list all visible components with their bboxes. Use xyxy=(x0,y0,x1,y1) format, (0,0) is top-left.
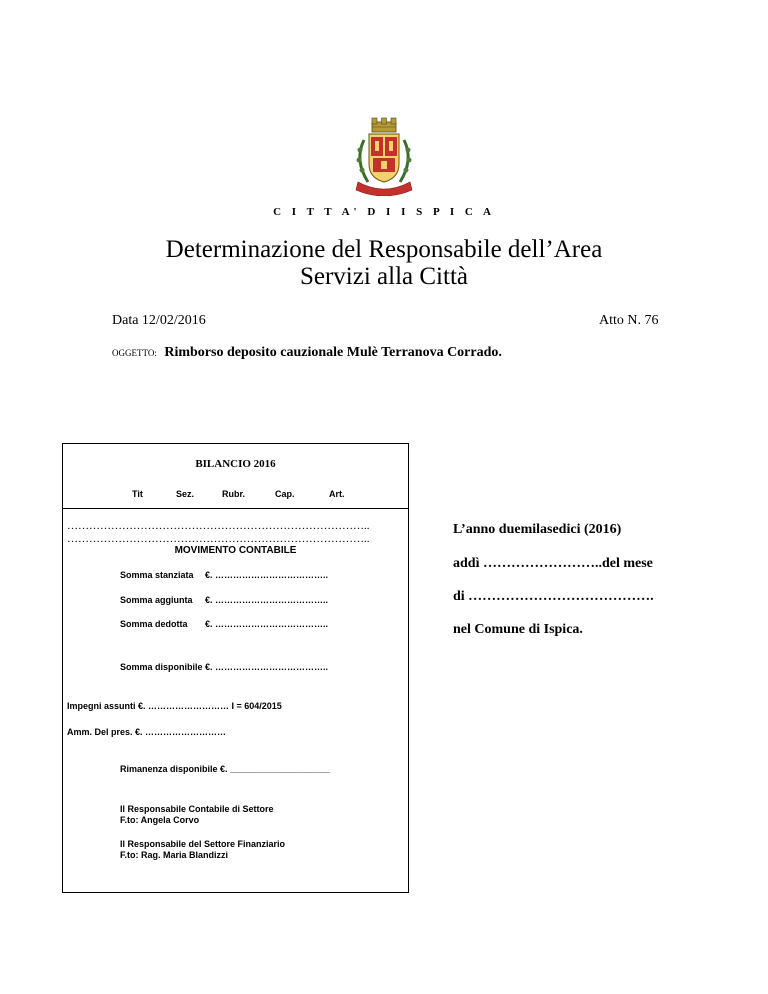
budget-header xyxy=(63,444,408,509)
budget-title: BILANCIO 2016 xyxy=(195,458,276,470)
title-line-1: Determinazione del Responsabile dell’Area xyxy=(165,236,603,263)
somma-aggiunta-label: Somma aggiunta xyxy=(120,595,193,605)
right-line-1: L’anno duemilasedici (2016) xyxy=(453,522,622,537)
right-line-4: nel Comune di Ispica. xyxy=(453,622,583,637)
right-line-3: di …………………………………. xyxy=(453,589,654,604)
somma-dedotta-label: Somma dedotta xyxy=(120,619,188,629)
column-tit: Tit xyxy=(132,489,143,499)
resp-finanziario-title: Il Responsabile del Settore Finanziario xyxy=(120,839,286,849)
city-coat-of-arms xyxy=(348,116,420,196)
subject-label: OGGETTO: xyxy=(112,348,157,358)
budget-box xyxy=(62,443,409,893)
subject xyxy=(112,345,502,361)
right-line-2: addì ……………………..del mese xyxy=(453,556,653,571)
somma-aggiunta-value: €. ……………………………….. xyxy=(205,595,329,605)
column-art: Art. xyxy=(329,489,345,499)
document-date: Data 12/02/2016 xyxy=(112,313,206,328)
somma-stanziata-value: €. ……………………………….. xyxy=(205,570,329,580)
amm-del-pres: Amm. Del pres. €. ……………………… xyxy=(67,727,227,737)
resp-finanziario-name: F.to: Rag. Maria Blandizzi xyxy=(120,850,229,860)
rimanenza-disponibile: Rimanenza disponibile €. ____________________ xyxy=(120,764,331,774)
title-line-2: Servizi alla Città xyxy=(299,263,468,290)
resp-contabile-title: Il Responsabile Contabile di Settore xyxy=(120,804,274,814)
resp-contabile-name: F.to: Angela Corvo xyxy=(120,815,200,825)
movimento-contabile-heading: MOVIMENTO CONTABILE xyxy=(174,545,297,556)
column-sez: Sez. xyxy=(176,489,195,499)
dotted-line-1: ……………………………………………………………………….. xyxy=(67,520,370,532)
impegni-assunti: Impegni assunti €. ……………………… I = 604/2015 xyxy=(67,701,282,711)
column-cap: Cap. xyxy=(275,489,295,499)
column-rubr: Rubr. xyxy=(222,489,246,499)
somma-dedotta-value: €. ……………………………….. xyxy=(205,619,329,629)
city-name: C I T T A' D I I S P I C A xyxy=(273,206,495,218)
act-number: Atto N. 76 xyxy=(599,313,659,328)
document-title xyxy=(0,236,768,290)
somma-stanziata-label: Somma stanziata xyxy=(120,570,194,580)
somma-disponibile: Somma disponibile €. ……………………………….. xyxy=(120,662,329,672)
subject-text: Rimborso deposito cauzionale Mulè Terranova Corrado. xyxy=(164,345,502,360)
dotted-line-2: ……………………………………………………………………….. xyxy=(67,533,370,545)
